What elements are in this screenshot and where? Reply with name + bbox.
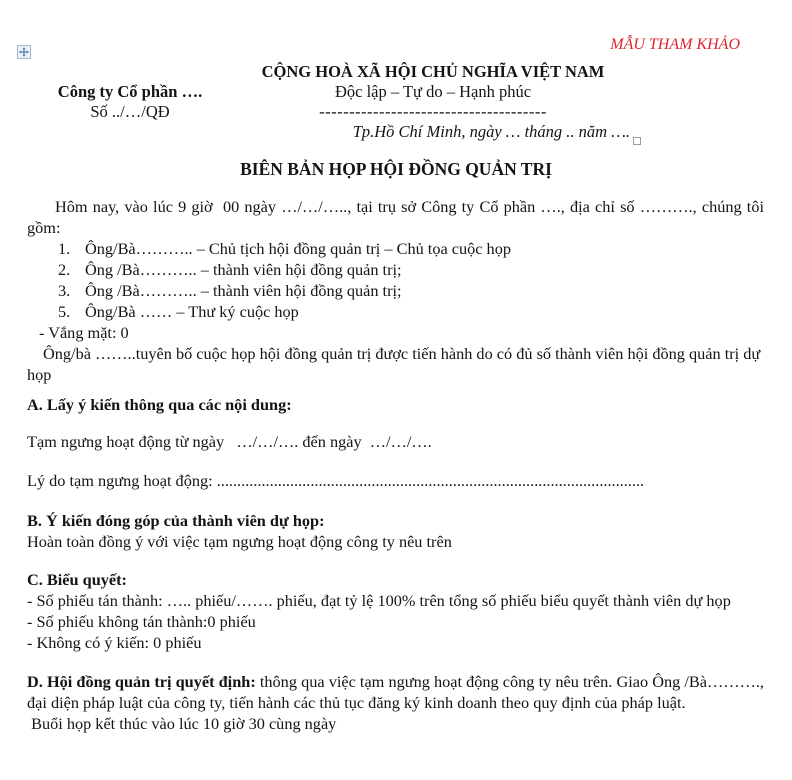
- table-move-handle-icon[interactable]: [17, 45, 31, 59]
- document-body: [0, 196, 792, 734]
- motto-divider: --------------------------------------: [319, 102, 547, 121]
- attendee-text: Ông /Bà……….. – thành viên hội đồng quản trị;: [85, 260, 402, 279]
- attendee-text: Ông /Bà……….. – thành viên hội đồng quản trị;: [85, 281, 402, 300]
- section-a-heading: A. Lấy ý kiến thông qua các nội dung:: [27, 395, 292, 414]
- attendee-number: 5.: [58, 302, 71, 321]
- reference-template-label: MẪU THAM KHẢO: [610, 36, 740, 53]
- attendee-number: 3.: [58, 281, 71, 300]
- section-d-content: thông qua việc tạm ngưng hoạt động công ty nêu trên. Giao Ông /Bà………., đại diện pháp luật của công ty, tiến hành các thủ tục đăng ký kinh doanh theo quy định của pháp luật.: [27, 672, 769, 712]
- opening-paragraph: Hôm nay, vào lúc 9 giờ 00 ngày …/…/….., tại trụ sở Công ty Cổ phần …., địa chỉ số ………., chúng tôi gồm:: [27, 197, 769, 237]
- absent-line: - Vắng mặt: 0: [39, 323, 129, 342]
- votes-for-line: - Số phiếu tán thành: ….. phiếu/……. phiếu, đạt tỷ lệ 100% trên tổng số phiếu biểu quyết thành viên dự họp: [27, 591, 731, 610]
- attendee-number: 1.: [58, 239, 71, 258]
- national-title: CỘNG HOÀ XÃ HỘI CHỦ NGHĨA VIỆT NAM: [261, 62, 605, 81]
- attendee-item: [27, 238, 764, 259]
- votes-against-line: - Số phiếu không tán thành:0 phiếu: [27, 612, 256, 631]
- closing-line: Buổi họp kết thúc vào lúc 10 giờ 30 cùng ngày: [27, 714, 337, 733]
- suspension-reason-line: Lý do tạm ngưng hoạt động: .........................................................................................................: [27, 471, 645, 490]
- section-d-paragraph: [27, 671, 769, 713]
- attendee-item: [27, 301, 764, 322]
- document-header: [0, 62, 792, 142]
- suspension-dates-line: Tạm ngưng hoạt động từ ngày …/…/…. đến ngày …/…/….: [27, 432, 432, 451]
- attendee-item: [27, 259, 764, 280]
- section-b-heading: B. Ý kiến đóng góp của thành viên dự họp:: [27, 511, 325, 530]
- section-b-content: Hoàn toàn đồng ý với việc tạm ngưng hoạt động công ty nêu trên: [27, 532, 452, 551]
- attendee-number: 2.: [58, 260, 71, 279]
- attendee-text: Ông/Bà …… – Thư ký cuộc họp: [85, 302, 299, 321]
- place-date-line: Tp.Hồ Chí Minh, ngày … tháng .. năm ….: [352, 122, 630, 141]
- attendee-text: Ông/Bà……….. – Chủ tịch hội đồng quản trị – Chủ tọa cuộc họp: [85, 239, 511, 258]
- header-right-column: [233, 62, 633, 142]
- document-number: Số ../…/QĐ: [90, 102, 170, 121]
- section-c-heading: C. Biểu quyết:: [27, 570, 127, 589]
- four-arrows-glyph: [19, 47, 29, 57]
- attendee-item: [27, 280, 764, 301]
- header-left-column: [27, 62, 233, 142]
- table-resize-handle[interactable]: [633, 137, 641, 145]
- national-motto: Độc lập – Tự do – Hạnh phúc: [334, 82, 532, 101]
- company-name: Công ty Cổ phần ….: [57, 82, 203, 101]
- section-d-heading: D. Hội đồng quản trị quyết định:: [27, 672, 256, 691]
- header-left-spacer: [27, 62, 233, 82]
- votes-abstain-line: - Không có ý kiến: 0 phiếu: [27, 633, 202, 652]
- declaration-paragraph: Ông/bà ……..tuyên bố cuộc họp hội đồng quản trị được tiến hành do có đủ số thành viên hội đồng quản trị dự họp: [27, 344, 765, 384]
- document-title: BIÊN BẢN HỌP HỘI ĐỒNG QUẢN TRỊ: [240, 159, 552, 179]
